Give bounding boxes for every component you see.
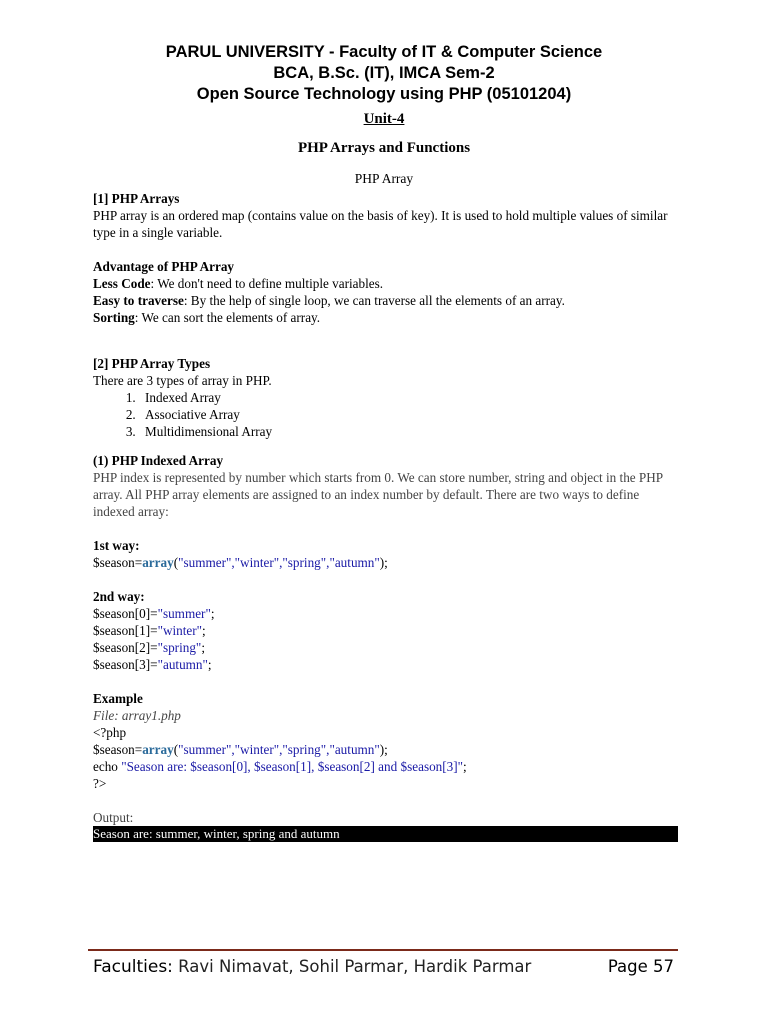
list-item: 2. Associative Array: [139, 406, 680, 423]
code-line: echo "Season are: $season[0], $season[1], $season[2] and $season[3]";: [93, 759, 467, 774]
unit-title: Unit-4: [363, 111, 405, 127]
header-line-3: Open Source Technology using PHP (05101204): [196, 85, 572, 103]
example-file-name: File: array1.php: [93, 708, 181, 723]
footer-faculties: Faculties: Ravi Nimavat, Sohil Parmar, Hardik Parmar: [93, 957, 532, 977]
header-line-1: PARUL UNIVERSITY - Faculty of IT & Computer Science: [165, 43, 603, 61]
section-2-heading: [2] PHP Array Types: [93, 356, 211, 371]
code-line: $season=array("summer","winter","spring","autumn");: [93, 555, 388, 570]
code-line: ?>: [93, 776, 107, 791]
way-2-label: 2nd way:: [93, 589, 145, 604]
code-line: $season[0]="summer";: [93, 606, 215, 621]
section-3-heading: (1) PHP Indexed Array: [93, 453, 224, 468]
way-1-label: 1st way:: [93, 538, 140, 553]
section-3-text: PHP index is represented by number which starts from 0. We can store number, string and object in the PHP array. All PHP array elements are assigned to an index number by default. There are two ways to define indexed array:: [93, 470, 663, 519]
advantage-item: Easy to traverse: By the help of single loop, we can traverse all the elements of an array.: [93, 293, 565, 308]
advantage-heading: Advantage of PHP Array: [93, 259, 235, 274]
advantage-item: Less Code: We don't need to define multiple variables.: [93, 276, 384, 291]
section-1-heading: [1] PHP Arrays: [93, 191, 180, 206]
list-item: 3. Multidimensional Array: [139, 423, 680, 440]
document-body: [93, 190, 680, 842]
code-line: $season[3]="autumn";: [93, 657, 212, 672]
footer-rule: [88, 949, 678, 951]
advantage-item: Sorting: We can sort the elements of array.: [93, 310, 321, 325]
code-line: $season[1]="winter";: [93, 623, 206, 638]
output-label: Output:: [93, 810, 134, 825]
code-line: $season=array("summer","winter","spring","autumn");: [93, 742, 388, 757]
code-line: <?php: [93, 725, 127, 740]
section-subtitle: PHP Array: [354, 171, 414, 186]
page-title: PHP Arrays and Functions: [297, 140, 471, 156]
page-number: Page 57: [607, 957, 674, 976]
output-box: Season are: summer, winter, spring and autumn: [93, 826, 678, 842]
example-heading: Example: [93, 691, 143, 706]
section-2-intro: There are 3 types of array in PHP.: [93, 373, 272, 388]
header-line-2: BCA, B.Sc. (IT), IMCA Sem-2: [273, 64, 495, 82]
section-1-text: PHP array is an ordered map (contains value on the basis of key). It is used to hold multiple values of similar type in a single variable.: [93, 208, 668, 240]
list-item: 1. Indexed Array: [139, 389, 680, 406]
code-line: $season[2]="spring";: [93, 640, 205, 655]
array-types-list: [93, 389, 680, 440]
